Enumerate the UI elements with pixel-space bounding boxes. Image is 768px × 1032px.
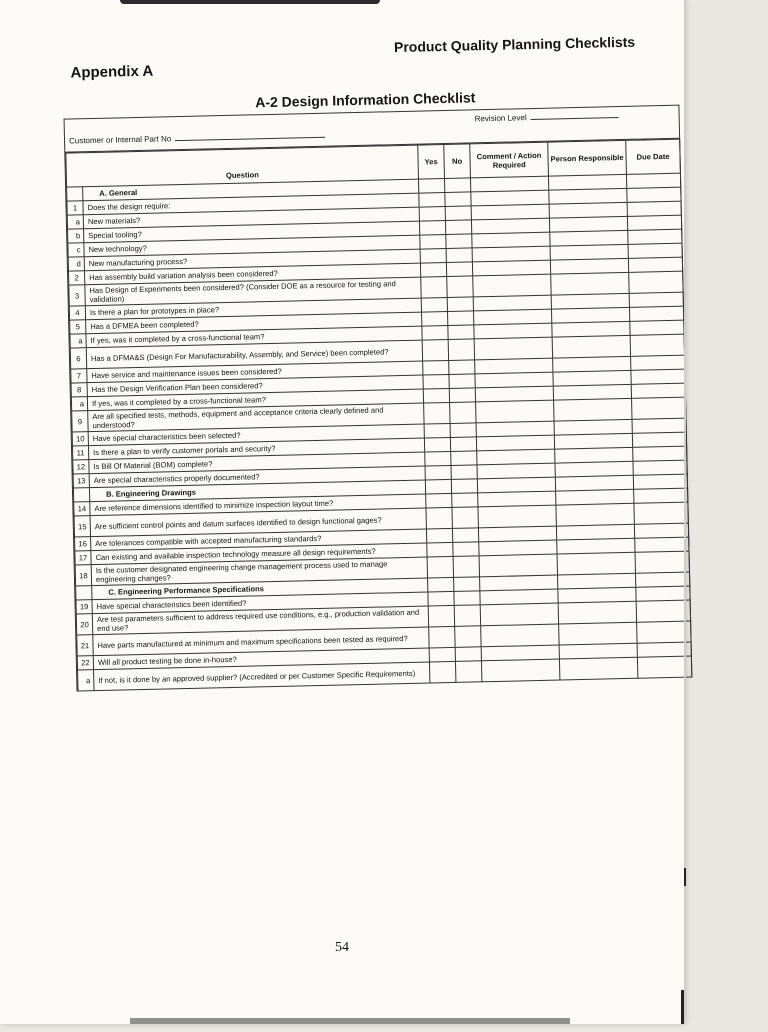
column-yes: Yes [418, 145, 445, 180]
no-cell[interactable] [448, 311, 474, 326]
due-date-cell[interactable] [628, 257, 682, 272]
row-number: 14 [74, 502, 90, 516]
question-text: Are special characteristics properly documented? [89, 466, 425, 488]
question-text: Is there a plan for prototypes in place? [85, 298, 421, 320]
due-date-cell[interactable] [633, 446, 687, 461]
row-number [73, 488, 89, 502]
page-number: 54 [335, 940, 349, 955]
no-cell[interactable] [453, 556, 479, 578]
no-cell[interactable] [453, 542, 479, 557]
question-text: Are all specified tests, methods, equipment and acceptance criteria clearly defined and understood? [88, 403, 424, 432]
comment-cell[interactable] [481, 624, 559, 647]
yes-cell[interactable] [421, 297, 447, 312]
no-cell[interactable] [449, 388, 475, 403]
due-date-cell[interactable] [634, 523, 688, 538]
question-text: New manufacturing process? [84, 249, 420, 271]
no-cell[interactable] [455, 626, 481, 648]
checklist-table [65, 139, 692, 692]
no-cell[interactable] [450, 437, 476, 452]
row-number: 16 [75, 537, 91, 551]
question-text: Will all product testing be done in-house? [93, 648, 429, 670]
question-text: Are reference dimensions identified to minimize inspection layout time? [90, 494, 426, 516]
yes-cell[interactable] [429, 661, 455, 683]
due-date-cell[interactable] [636, 600, 690, 622]
question-text: Has a DFMEA been completed? [86, 312, 422, 334]
customer-part-blank[interactable] [175, 137, 325, 141]
yes-cell[interactable] [424, 423, 450, 438]
row-number: a [71, 397, 87, 411]
person-cell[interactable] [559, 657, 637, 680]
due-date-cell[interactable] [629, 292, 683, 307]
no-cell[interactable] [450, 423, 476, 438]
scan-edge-mark [130, 1018, 570, 1024]
person-cell[interactable] [554, 398, 632, 421]
question-text: Has the Design Verification Plan been considered? [87, 375, 423, 397]
due-date-cell[interactable] [634, 488, 688, 503]
section-header: Product Quality Planning Checklists [393, 33, 636, 56]
section-heading: C. Engineering Performance Specifications [92, 578, 428, 600]
checklist-rows [67, 173, 692, 691]
question-text: If yes, was it completed by a cross-functional team? [87, 389, 423, 411]
due-date-cell[interactable] [631, 369, 685, 384]
row-number: 19 [76, 600, 92, 614]
column-comment: Comment / Action Required [470, 142, 549, 178]
row-number: 6 [70, 348, 86, 369]
due-date-cell[interactable] [628, 229, 682, 244]
due-date-cell[interactable] [637, 621, 691, 643]
yes-cell[interactable] [420, 263, 446, 278]
appendix-label: Appendix A [70, 62, 154, 82]
yes-cell[interactable] [426, 493, 452, 508]
due-date-cell[interactable] [628, 243, 682, 258]
yes-cell[interactable] [419, 193, 445, 208]
checklist-title: A-2 Design Information Checklist [255, 89, 476, 111]
due-date-cell[interactable] [634, 502, 688, 524]
question-text: Can existing and available inspection technology measure all design requirements? [91, 543, 427, 565]
question-text: Is the customer designated engineering change management process used to manage engineering changes? [91, 557, 427, 586]
yes-cell[interactable] [422, 339, 448, 361]
no-cell[interactable] [454, 591, 480, 606]
yes-cell[interactable] [427, 556, 453, 578]
comment-cell[interactable] [478, 505, 556, 528]
no-cell[interactable] [447, 297, 473, 312]
comment-cell[interactable] [474, 337, 552, 360]
row-number: 5 [70, 320, 86, 334]
due-date-cell[interactable] [633, 474, 687, 489]
no-cell[interactable] [452, 493, 478, 508]
due-date-cell[interactable] [627, 215, 681, 230]
question-text: Has Design of Experiments been considered? (Consider DOE as a resource for testing and validation) [85, 277, 421, 306]
no-cell[interactable] [445, 206, 471, 221]
revision-level-blank[interactable] [531, 117, 619, 120]
customer-part-label: Customer or Internal Part No [68, 134, 172, 146]
yes-cell[interactable] [424, 402, 450, 424]
row-number: 17 [75, 551, 91, 565]
question-text: Special tooling? [84, 221, 420, 243]
person-cell[interactable] [556, 503, 634, 526]
no-cell[interactable] [448, 325, 474, 340]
person-cell[interactable] [559, 622, 637, 645]
person-cell[interactable] [558, 601, 636, 624]
question-text: Are tolerances compatible with accepted manufacturing standards? [91, 529, 427, 551]
yes-cell[interactable] [426, 507, 452, 529]
yes-cell[interactable] [423, 388, 449, 403]
column-person: Person Responsible [548, 140, 627, 176]
comment-cell[interactable] [473, 274, 551, 297]
yes-cell[interactable] [428, 577, 454, 592]
row-number: c [68, 243, 84, 257]
yes-cell[interactable] [428, 591, 454, 606]
section-heading: B. Engineering Drawings [89, 480, 425, 502]
comment-cell[interactable] [479, 554, 557, 577]
question-text: Has assembly build variation analysis been considered? [84, 263, 420, 285]
due-date-cell[interactable] [629, 306, 683, 321]
row-number: 2 [69, 271, 85, 285]
due-date-cell[interactable] [633, 460, 687, 475]
row-number: 18 [75, 565, 91, 586]
row-number: 12 [73, 460, 89, 474]
yes-cell[interactable] [425, 451, 451, 466]
yes-cell[interactable] [419, 179, 445, 194]
customer-part-field[interactable] [69, 131, 325, 146]
binding-mark [684, 868, 686, 886]
yes-cell[interactable] [421, 277, 447, 299]
row-number: 7 [71, 369, 87, 383]
yes-cell[interactable] [424, 437, 450, 452]
question-text: Does the design require: [83, 193, 419, 215]
yes-cell[interactable] [428, 605, 454, 627]
question-text: Have parts manufactured at minimum and maximum specifications been tested as required? [93, 627, 429, 656]
question-text: New materials? [83, 207, 419, 229]
comment-cell[interactable] [476, 400, 554, 423]
checklist-form [64, 105, 693, 692]
person-cell[interactable] [551, 272, 629, 295]
no-cell[interactable] [451, 451, 477, 466]
no-cell[interactable] [445, 192, 471, 207]
question-text: If yes, was it completed by a cross-functional team? [86, 326, 422, 348]
due-date-cell[interactable] [632, 397, 686, 419]
no-cell[interactable] [446, 248, 472, 263]
section-heading: A. General [83, 179, 419, 201]
row-number: 1 [67, 201, 83, 215]
row-number: 22 [77, 656, 93, 670]
due-date-cell[interactable] [631, 383, 685, 398]
row-number: a [78, 670, 94, 691]
no-cell[interactable] [452, 507, 478, 529]
no-cell[interactable] [447, 276, 473, 298]
question-text: Have special characteristics been identified? [92, 592, 428, 614]
due-date-cell[interactable] [632, 418, 686, 433]
binding-mark [681, 990, 684, 1024]
row-number: 21 [77, 635, 93, 656]
due-date-cell[interactable] [635, 551, 689, 573]
yes-cell[interactable] [425, 465, 451, 480]
due-date-cell[interactable] [627, 187, 681, 202]
yes-cell[interactable] [429, 626, 455, 648]
row-number: 11 [72, 446, 88, 460]
no-cell[interactable] [445, 220, 471, 235]
no-cell[interactable] [446, 262, 472, 277]
row-number: 10 [72, 432, 88, 446]
yes-cell[interactable] [423, 360, 449, 375]
column-due-date: Due Date [626, 139, 681, 174]
yes-cell[interactable] [422, 325, 448, 340]
no-cell[interactable] [445, 178, 471, 193]
revision-level-label: Revision Level [474, 113, 527, 124]
row-number [67, 187, 83, 201]
yes-cell[interactable] [425, 479, 451, 494]
yes-cell[interactable] [422, 311, 448, 326]
row-number: 15 [74, 516, 90, 537]
question-text: Have service and maintenance issues been considered? [87, 361, 423, 383]
row-number: 4 [69, 306, 85, 320]
row-number: 3 [69, 285, 85, 306]
question-text: If not, is it done by an approved supplier? (Accredited or per Customer Specific Requirements) [94, 662, 430, 691]
row-number: 9 [72, 411, 88, 432]
question-text: Have special characteristics been selected? [88, 424, 424, 446]
no-cell[interactable] [446, 234, 472, 249]
row-number: b [68, 229, 84, 243]
no-cell[interactable] [455, 661, 481, 683]
row-number: a [67, 215, 83, 229]
row-number [76, 586, 92, 600]
yes-cell[interactable] [419, 207, 445, 222]
column-question: Question [66, 145, 419, 187]
no-cell[interactable] [454, 577, 480, 592]
row-number: 13 [73, 474, 89, 488]
yes-cell[interactable] [429, 647, 455, 662]
yes-cell[interactable] [420, 249, 446, 264]
column-no: No [444, 144, 471, 179]
due-date-cell[interactable] [626, 173, 680, 188]
question-text: New technology? [84, 235, 420, 257]
no-cell[interactable] [450, 402, 476, 424]
row-number: d [68, 257, 84, 271]
no-cell[interactable] [455, 647, 481, 662]
question-text: Are sufficient control points and datum surfaces identified to design functional gages? [90, 508, 426, 537]
no-cell[interactable] [451, 479, 477, 494]
row-number: a [70, 334, 86, 348]
due-date-cell[interactable] [630, 320, 684, 335]
row-number: 20 [76, 614, 92, 635]
no-cell[interactable] [449, 360, 475, 375]
due-date-cell[interactable] [629, 271, 683, 293]
no-cell[interactable] [451, 465, 477, 480]
row-number: 8 [71, 383, 87, 397]
yes-cell[interactable] [423, 374, 449, 389]
question-text: Are test parameters sufficient to address required use conditions, e.g., production validation and end use? [92, 606, 428, 635]
comment-cell[interactable] [481, 659, 559, 682]
person-cell[interactable] [552, 335, 630, 358]
no-cell[interactable] [448, 339, 474, 361]
yes-cell[interactable] [420, 235, 446, 250]
due-date-cell[interactable] [630, 334, 684, 356]
no-cell[interactable] [454, 605, 480, 627]
due-date-cell[interactable] [636, 586, 690, 601]
question-text: Has a DFMA&S (Design For Manufacturability, Assembly, and Service) been completed? [86, 340, 422, 369]
due-date-cell[interactable] [636, 572, 690, 587]
question-text: Is there a plan to verify customer portals and security? [88, 438, 424, 460]
due-date-cell[interactable] [631, 355, 685, 370]
no-cell[interactable] [449, 374, 475, 389]
comment-cell[interactable] [480, 603, 558, 626]
yes-cell[interactable] [427, 542, 453, 557]
person-cell[interactable] [557, 552, 635, 575]
yes-cell[interactable] [419, 221, 445, 236]
revision-level-field[interactable] [475, 111, 619, 123]
no-cell[interactable] [452, 528, 478, 543]
due-date-cell[interactable] [635, 537, 689, 552]
question-text: Is Bill Of Material (BOM) complete? [89, 452, 425, 474]
yes-cell[interactable] [426, 528, 452, 543]
due-date-cell[interactable] [632, 432, 686, 447]
due-date-cell[interactable] [627, 201, 681, 216]
